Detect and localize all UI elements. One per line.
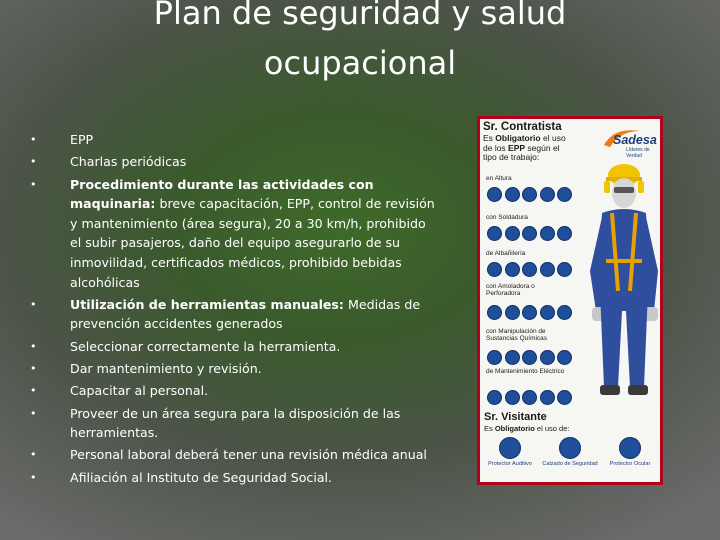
ppe-icon [557, 226, 572, 241]
ppe-icon [557, 262, 572, 277]
ppe-icon [557, 187, 572, 202]
visitor-ppe-item [542, 437, 598, 467]
bullet-dot-icon: • [30, 406, 37, 420]
visitor-heading: Sr. Visitante [484, 411, 547, 423]
safety-poster [477, 116, 663, 485]
bullet-text: Dar mantenimiento y revisión. [70, 360, 262, 376]
visitor-ppe-icon [559, 437, 581, 459]
poster-header [483, 121, 591, 163]
ppe-icon [522, 262, 537, 277]
bullet-dot-icon: • [30, 339, 37, 353]
bullet-item [30, 152, 440, 172]
ppe-icon-row [487, 226, 572, 242]
visitor-ppe-item [482, 437, 538, 467]
ppe-icon [505, 390, 520, 405]
bullet-text: Proveer de un área segura para la disposición de las herramientas. [70, 405, 401, 441]
bullet-item [30, 175, 440, 293]
bullet-item [30, 359, 440, 379]
poster-section-label: con Manipulación de Sustancias Químicas [486, 328, 548, 342]
ppe-icon [540, 187, 555, 202]
bullet-dot-icon: • [30, 470, 37, 484]
ppe-icon [522, 187, 537, 202]
visitor-icons [480, 437, 660, 467]
bullet-item [30, 468, 440, 488]
ppe-icon [557, 305, 572, 320]
poster-section-label: de Albañilería [486, 250, 526, 257]
poster-section-label: de Mantenimiento Eléctrico [486, 368, 565, 375]
bullet-dot-icon: • [30, 448, 37, 462]
bullet-item [30, 445, 440, 465]
poster-section-label: con Amoladora o Perforadora [486, 283, 535, 297]
ppe-icon-row [487, 390, 572, 406]
bullet-bold-text: Utilización de herramientas manuales: [70, 296, 344, 312]
visitor-ppe-label: Protector Auditivo [488, 461, 532, 467]
ppe-icon [522, 226, 537, 241]
logo-tagline: Líderes de Verdad [626, 147, 650, 159]
ppe-icon [505, 262, 520, 277]
bullet-item [30, 337, 440, 357]
ppe-icon [557, 350, 572, 365]
visitor-line: Es Obligatorio el uso de: [484, 424, 570, 433]
bullet-bold-text: Procedimiento durante las actividades con maquinaria: [70, 176, 374, 212]
visitor-ppe-label: Protector Ocular [609, 461, 651, 467]
ppe-icon [505, 187, 520, 202]
worker-illustration-icon [584, 161, 663, 401]
ppe-icon [487, 305, 502, 320]
bullet-dot-icon: • [30, 361, 37, 375]
bullet-dot-icon: • [30, 155, 37, 169]
ppe-icon-row [487, 187, 572, 203]
bullet-text: Seleccionar correctamente la herramienta. [70, 338, 341, 354]
bullet-text: Medidas de prevención accidentes generados [70, 296, 421, 332]
bullet-dot-icon: • [30, 133, 37, 146]
visitor-ppe-label: Calzado de Seguridad [542, 461, 598, 467]
poster-line-3: tipo de trabajo: [483, 152, 540, 162]
bullet-text: Afiliación al Instituto de Seguridad Social. [70, 469, 333, 485]
ppe-icon [505, 350, 520, 365]
ppe-icon-row [487, 305, 572, 321]
ppe-icon [487, 187, 502, 202]
bullet-text: breve capacitación, EPP, control de revisión y mantenimiento (área segura), 20 a 30 km/h, prohibido el subir pasajeros, daño del equipo asegurarlo de su inmovilidad, certificados médicos, prohibido bebidas alcohólicas [70, 196, 435, 290]
poster-section-label: con Soldadura [486, 214, 528, 221]
logo-wordmark: Sadesa [613, 133, 657, 147]
ppe-icon [557, 390, 572, 405]
ppe-icon [540, 350, 555, 365]
ppe-icon [540, 390, 555, 405]
visitor-ppe-icon [499, 437, 521, 459]
ppe-icon [522, 350, 537, 365]
ppe-icon-row [487, 350, 572, 366]
bullet-item [30, 130, 440, 150]
ppe-icon [487, 226, 502, 241]
bullet-item [30, 404, 440, 443]
bullet-text: EPP [70, 132, 94, 147]
slide-title-line-1: Plan de seguridad y salud [153, 0, 567, 32]
poster-heading: Sr. Contratista [483, 121, 562, 133]
ppe-icon [540, 262, 555, 277]
bullet-item [30, 295, 440, 334]
bullet-dot-icon: • [30, 297, 37, 311]
ppe-icon-row [487, 262, 572, 278]
slide-title [60, 0, 660, 88]
ppe-icon [522, 390, 537, 405]
bullet-dot-icon: • [30, 384, 37, 398]
ppe-icon [540, 305, 555, 320]
ppe-icon [505, 226, 520, 241]
ppe-icon [487, 262, 502, 277]
bullet-dot-icon: • [30, 177, 37, 191]
visitor-ppe-item [602, 437, 658, 467]
bullet-text: Charlas periódicas [70, 154, 187, 170]
bullet-text: Personal laboral deberá tener una revisión médica anual [70, 447, 427, 463]
poster-section-label: en Altura [486, 175, 512, 182]
bullet-text: Capacitar al personal. [70, 383, 209, 399]
sadesa-logo [600, 125, 658, 157]
visitor-ppe-icon [619, 437, 641, 459]
slide-title-line-2: ocupacional [263, 44, 457, 82]
poster-line-1: Es Obligatorio el uso [483, 133, 566, 143]
bullet-item [30, 381, 440, 401]
poster-line-2: de los EPP según el [483, 142, 560, 153]
ppe-icon [522, 305, 537, 320]
ppe-icon [487, 350, 502, 365]
ppe-icon [487, 390, 502, 405]
ppe-icon [540, 226, 555, 241]
ppe-icon [505, 305, 520, 320]
bullet-list [30, 130, 440, 490]
